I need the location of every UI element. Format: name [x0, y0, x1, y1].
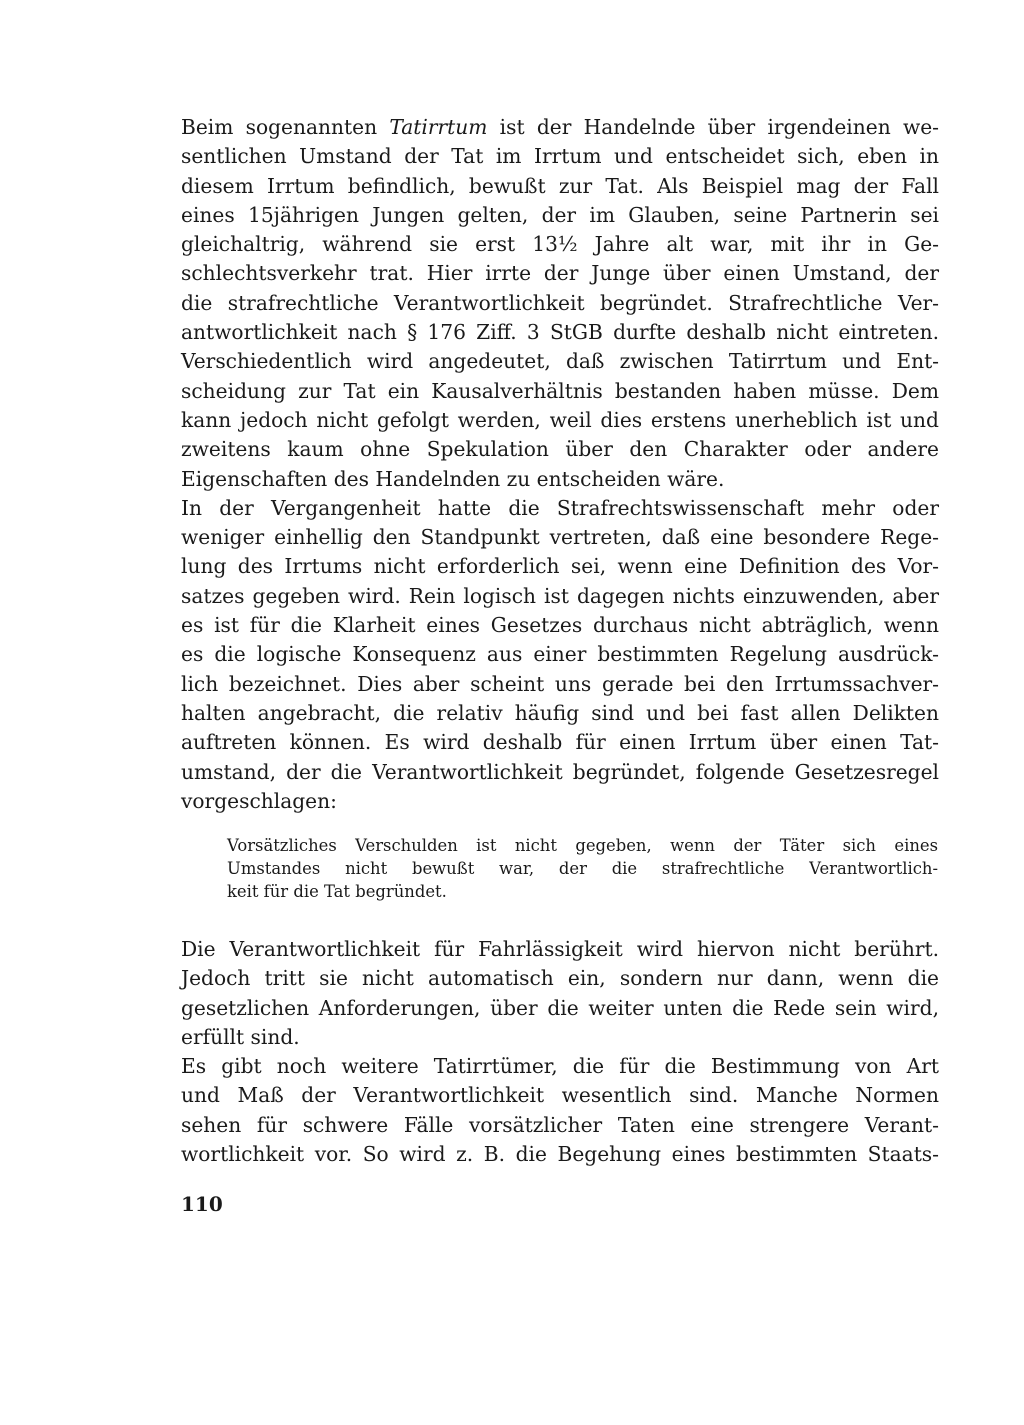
- text-line: sehen für schwere Fälle vorsätzlicher Taten eine strengere Verant-: [181, 1112, 939, 1137]
- body-text-top: [181, 113, 939, 816]
- text-line: diesem Irrtum befindlich, bewußt zur Tat. Als Beispiel mag der Fall: [181, 173, 939, 198]
- text-line: es ist für die Klarheit eines Gesetzes durchaus nicht abträglich, wenn: [181, 613, 939, 638]
- body-text-bottom: [181, 935, 939, 1169]
- text-line: Eigenschaften des Handelnden zu entscheiden wäre.: [181, 466, 725, 491]
- text-line: weniger einhellig den Standpunkt vertreten, daß eine besondere Rege-: [181, 525, 939, 550]
- text-line: antwortlichkeit nach § 176 Ziff. 3 StGB durfte deshalb nicht eintreten.: [181, 320, 939, 345]
- quote-line: Vorsätzliches Verschulden ist nicht gegeben, wenn der Täter sich eines: [227, 836, 938, 855]
- text-line: halten angebracht, die relativ häufig sind und bei fast allen Delikten: [181, 700, 939, 725]
- text-line: die strafrechtliche Verantwortlichkeit begründet. Strafrechtliche Ver-: [181, 290, 939, 315]
- quote-line: Umstandes nicht bewußt war, der die strafrechtliche Verantwortlich-: [227, 859, 938, 878]
- text-line: und Maß der Verantwortlichkeit wesentlich sind. Manche Normen: [181, 1083, 939, 1108]
- text-line: Beim sogenannten Tatirrtum ist der Handelnde über irgendeinen we-: [181, 115, 939, 139]
- text-line: kann jedoch nicht gefolgt werden, weil dies erstens unerheblich ist und: [181, 407, 939, 432]
- emphasized-term: Tatirrtum: [389, 115, 488, 139]
- text-line: wortlichkeit vor. So wird z. B. die Begehung eines bestimmten Staats-: [181, 1142, 939, 1167]
- text-line: gesetzlichen Anforderungen, über die weiter unten die Rede sein wird,: [181, 995, 939, 1020]
- text-line: es die logische Konsequenz aus einer bestimmten Regelung ausdrück-: [181, 642, 939, 667]
- text-line: vorgeschlagen:: [181, 788, 337, 813]
- text-line: Verschiedentlich wird angedeutet, daß zwischen Tatirrtum und Ent-: [181, 349, 939, 374]
- text-line: Die Verantwortlichkeit für Fahrlässigkeit wird hiervon nicht berührt.: [181, 937, 939, 961]
- text-line: auftreten können. Es wird deshalb für einen Irrtum über einen Tat-: [181, 730, 939, 755]
- text-line: umstand, der die Verantwortlichkeit begründet, folgende Gesetzesregel: [181, 759, 939, 784]
- text-line: scheidung zur Tat ein Kausalverhältnis bestanden haben müsse. Dem: [181, 378, 939, 403]
- text-line: schlechtsverkehr trat. Hier irrte der Junge über einen Umstand, der: [181, 261, 939, 286]
- quote-line: keit für die Tat begründet.: [227, 882, 447, 901]
- text-line: lich bezeichnet. Dies aber scheint uns gerade bei den Irrtumssachver-: [181, 671, 939, 696]
- text-line: zweitens kaum ohne Spekulation über den Charakter oder andere: [181, 437, 939, 462]
- text-line: Es gibt noch weitere Tatirrtümer, die für die Bestimmung von Art: [181, 1054, 939, 1079]
- proposed-rule-quote: [227, 834, 938, 903]
- text-line: satzes gegeben wird. Rein logisch ist dagegen nichts einzuwenden, aber: [181, 583, 939, 608]
- text-line: gleichaltrig, während sie erst 13½ Jahre alt war, mit ihr in Ge-: [181, 232, 939, 257]
- page-number: 110: [181, 1192, 223, 1216]
- text-line: eines 15jährigen Jungen gelten, der im Glauben, seine Partnerin sei: [181, 202, 939, 227]
- text-line: lung des Irrtums nicht erforderlich sei, wenn eine Definition des Vor-: [181, 554, 939, 579]
- text-line: Jedoch tritt sie nicht automatisch ein, sondern nur dann, wenn die: [181, 966, 939, 991]
- text-line: erfüllt sind.: [181, 1024, 300, 1049]
- text-line: sentlichen Umstand der Tat im Irrtum und entscheidet sich, eben in: [181, 144, 939, 169]
- text-line: In der Vergangenheit hatte die Strafrechtswissenschaft mehr oder: [181, 495, 939, 520]
